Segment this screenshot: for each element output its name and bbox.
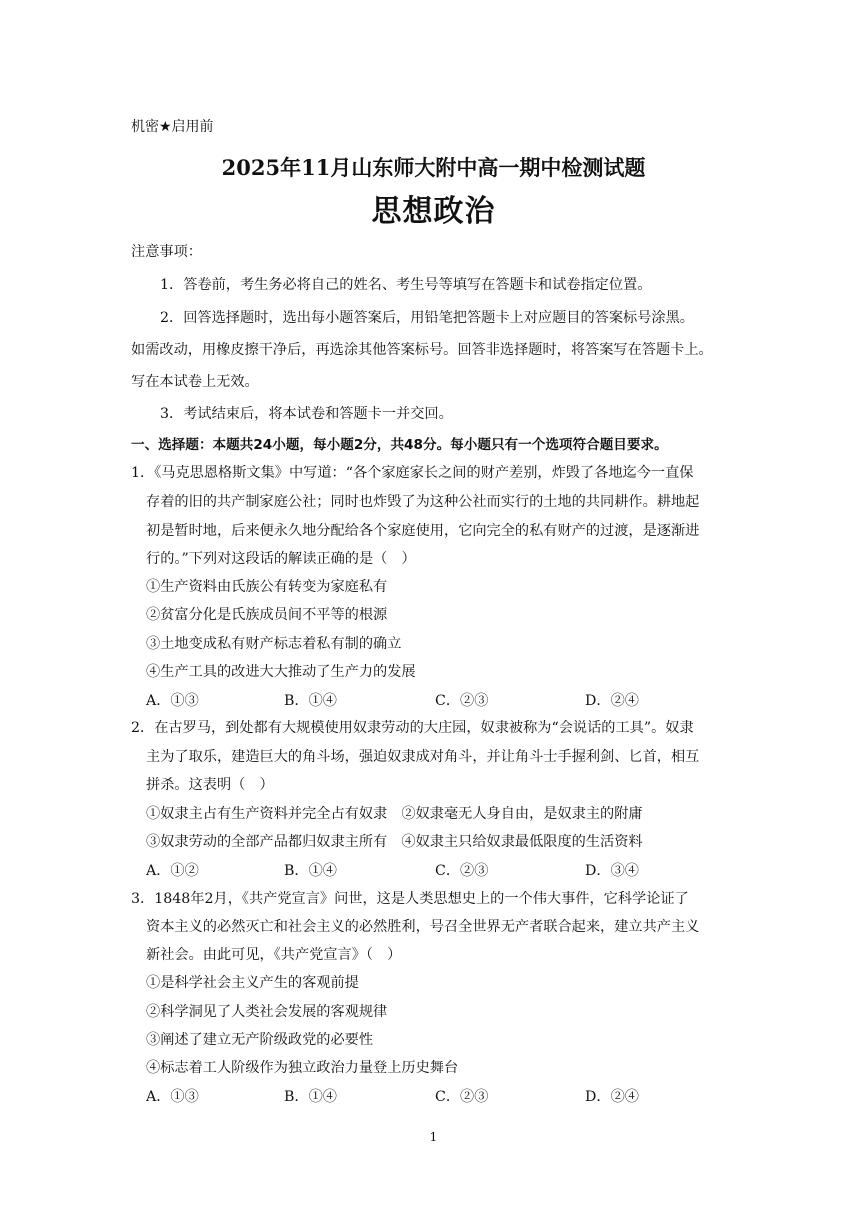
statement-item: ③阐述了建立无产阶级政党的必要性	[146, 1032, 374, 1048]
notice-line: 3．考试结束后，将本试卷和答题卡一并交回。	[160, 406, 453, 422]
statement-item: ④生产工具的改进大大推动了生产力的发展	[146, 664, 416, 680]
question-stem-line: 3．1848年2月，《共产党宣言》问世，这是人类思想史上的一个伟大事件，它科学论证了	[131, 891, 689, 907]
statement-item: ③土地变成私有财产标志着私有制的确立	[146, 636, 402, 652]
statement-item: ②科学洞见了人类社会发展的客观规律	[146, 1004, 388, 1020]
statement-item: ①是科学社会主义产生的客观前提	[146, 975, 359, 991]
answer-choice-c: C．②③	[435, 863, 489, 879]
question-stem-line: 新社会。由此可见，《共产党宣言》（ ）	[146, 947, 402, 963]
question-stem-line: 主为了取乐，建造巨大的角斗场，强迫奴隶成对角斗，并让角斗士手握利剑、匕首，相互	[146, 749, 700, 765]
answer-choice-a: A．①②	[146, 863, 199, 879]
answer-choice-d: D．②④	[585, 693, 639, 709]
notice-heading: 注意事项：	[131, 244, 202, 260]
question-stem-line: 行的。”下列对这段话的解读正确的是（ ）	[146, 551, 416, 567]
question-stem-line: 初是暂时地，后来便永久地分配给各个家庭使用，它向完全的私有财产的过渡，是逐渐进	[146, 523, 700, 539]
answer-choice-a: A．①③	[146, 1089, 199, 1105]
question-stem-line: 1．《马克思恩格斯文集》中写道：“各个家庭家长之间的财产差别，炸毁了各地迄今一直保	[131, 465, 694, 481]
question-stem-line: 2．在古罗马，到处都有大规模使用奴隶劳动的大庄园，奴隶被称为“会说话的工具”。奴隶	[131, 720, 694, 736]
question-stem-line: 资本主义的必然灭亡和社会主义的必然胜利，号召全世界无产者联合起来，建立共产主义	[146, 919, 700, 935]
notice-line: 如需改动，用橡皮擦干净后，再选涂其他答案标号。回答非选择题时，将答案写在答题卡上。	[131, 342, 713, 358]
notice-line: 写在本试卷上无效。	[131, 374, 259, 390]
notice-line: 1．答卷前，考生务必将自己的姓名、考生号等填写在答题卡和试卷指定位置。	[160, 277, 652, 293]
notice-line: 2．回答选择题时，选出每小题答案后，用铅笔把答题卡上对应题目的答案标号涂黑。	[160, 310, 694, 326]
statement-item: ④标志着工人阶级作为独立政治力量登上历史舞台	[146, 1060, 459, 1076]
statement-item: ①奴隶主占有生产资料并完全占有奴隶 ②奴隶毫无人身自由，是奴隶主的附庸	[146, 806, 643, 822]
answer-choice-c: C．②③	[435, 1089, 489, 1105]
exam-title: 2025年11月山东师大附中高一期中检测试题	[221, 155, 646, 180]
statement-item: ②贫富分化是氏族成员间不平等的根源	[146, 607, 388, 623]
statement-item: ③奴隶劳动的全部产品都归奴隶主所有 ④奴隶主只给奴隶最低限度的生活资料	[146, 834, 643, 850]
question-stem-line: 存着的旧的共产制家庭公社；同时也炸毁了为这种公社而实行的土地的共同耕作。耕地起	[146, 494, 700, 510]
question-stem-line: 拼杀。这表明（ ）	[146, 777, 274, 793]
subject-title: 思想政治	[371, 194, 496, 229]
answer-choice-d: D．③④	[585, 863, 639, 879]
answer-choice-d: D．②④	[585, 1089, 639, 1105]
statement-item: ①生产资料由氏族公有转变为家庭私有	[146, 579, 388, 595]
answer-choice-a: A．①③	[146, 693, 199, 709]
answer-choice-b: B．①④	[284, 863, 337, 879]
section-heading: 一、选择题：本题共24小题，每小题2分，共48分。每小题只有一个选项符合题目要求。	[131, 437, 668, 453]
answer-choice-c: C．②③	[435, 693, 489, 709]
confidential-label: 机密★启用前	[131, 119, 214, 135]
answer-choice-b: B．①④	[284, 1089, 337, 1105]
answer-choice-b: B．①④	[284, 693, 337, 709]
page-number: 1	[429, 1130, 438, 1144]
